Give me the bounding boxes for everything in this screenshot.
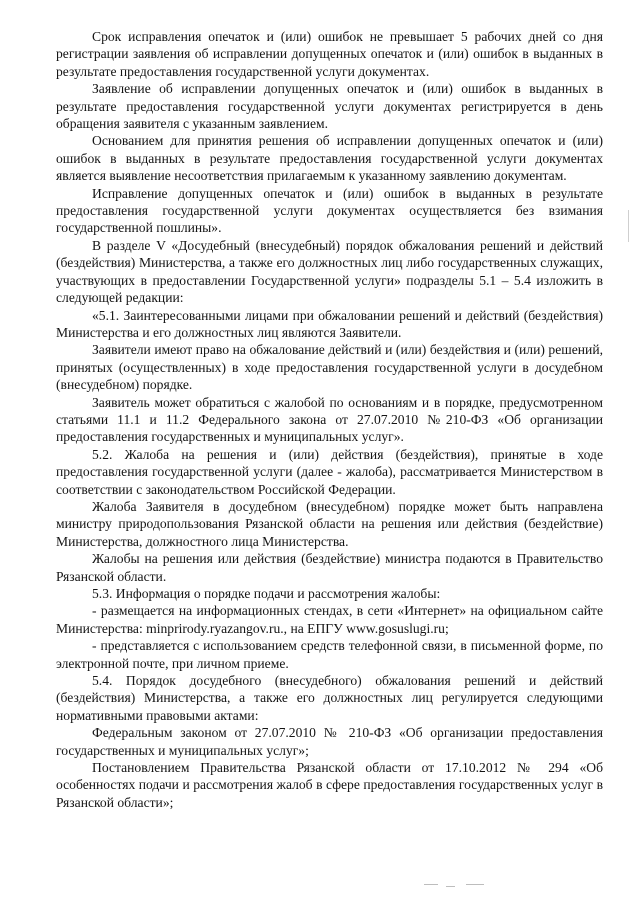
paragraph-regional-resolution: Постановлением Правительства Рязанской области от 17.10.2012 № 294 «Об особенностях подачи и рассмотрения жалоб в сфере предоставления государственных услуг в Рязанской области»;: [56, 760, 603, 810]
paragraph-5-2: 5.2. Жалоба на решения и (или) действия (бездействия), принятые в ходе предоставления государственной услуги (далее - жалоба), рассматривается Министерством в соответствии с законодательством Российской Федерации.: [56, 446, 603, 497]
paragraph-5-1: «5.1. Заинтересованными лицами при обжаловании решений и действий (бездействия) Министерства и его должностных лиц являются Заявители.: [56, 307, 603, 340]
paragraph-5-4: 5.4. Порядок досудебного (внесудебного) обжалования решений и действий (бездействия) Министерства, а также его должностных лиц регулируется следующими нормативными правовыми актами:: [56, 673, 603, 723]
scan-artifact-speck: [424, 884, 438, 885]
scan-artifact-line: [628, 210, 629, 242]
paragraph-no-state-fee: Исправление допущенных опечаток и (или) ошибок в выданных в результате предоставления государственной услуги документах осуществляется без взимания государственной пошлины».: [56, 185, 603, 236]
document-body: [56, 28, 603, 811]
paragraph-application-registration: Заявление об исправлении допущенных опечаток и (или) ошибок в выданных в результате предоставления государственной услуги документах регистрируется в день обращения заявителя с указанным заявлением.: [56, 81, 603, 132]
paragraph-right-to-appeal: Заявители имеют право на обжалование действий и (или) бездействия и (или) решений, принятых (осуществленных) в ходе предоставления государственной услуги в досудебном (внесудебном) порядке.: [56, 342, 603, 393]
paragraph-complaint-grounds: Заявитель может обратиться с жалобой по основаниям и в порядке, предусмотренном статьями 11.1 и 11.2 Федерального закона от 27.07.2010 №210-ФЗ «Об организации предоставления государственных и муниципальных услуг».: [56, 394, 603, 445]
paragraph-complaint-to-minister: Жалоба Заявителя в досудебном (внесудебном) порядке может быть направлена министру природопользования Рязанской области на решения или действия (бездействие) Министерства, должностного лица Министерства.: [56, 498, 603, 549]
paragraph-5-3: 5.3. Информация о порядке подачи и рассмотрения жалобы:: [92, 586, 441, 601]
paragraph-section-v-amendment: В разделе V «Досудебный (внесудебный) порядок обжалования решений и действий (бездействия) Министерства, а также его должностных лиц либо государственных служащих, участвующих в предоставлении Государственной услуги» подразделы 5.1 – 5.4 изложить в следующей редакции:: [56, 237, 603, 306]
paragraph-correction-deadline: Срок исправления опечаток и (или) ошибок не превышает 5 рабочих дней со дня регистрации заявления об исправлении допущенных опечаток и (или) ошибок в выданных в результате предоставления государственной услуги документах.: [56, 29, 603, 79]
paragraph-grounds-for-decision: Основанием для принятия решения об исправлении допущенных опечаток и (или) ошибок в выданных в результате предоставления государственной услуги документах является выявление несоответствия прилагаемым к указанному заявлению документам.: [56, 133, 603, 184]
scan-artifact-speck: [446, 886, 455, 887]
scan-artifact-speck: [466, 884, 484, 885]
list-item-internet-info: - размещается на информационных стендах, в сети «Интернет» на официальном сайте Министерства: minprirody.ryazangov.ru., на ЕПГУ www.gosuslugi.ru;: [56, 603, 603, 636]
paragraph-complaints-to-government: Жалобы на решения или действия (бездействие) министра подаются в Правительство Рязанской области.: [56, 551, 603, 584]
paragraph-federal-law: Федеральным законом от 27.07.2010 № 210-ФЗ «Об организации предоставления государственных и муниципальных услуг»;: [56, 725, 603, 758]
list-item-phone-info: - представляется с использованием средств телефонной связи, в письменной форме, по электронной почте, при личном приеме.: [56, 638, 603, 671]
